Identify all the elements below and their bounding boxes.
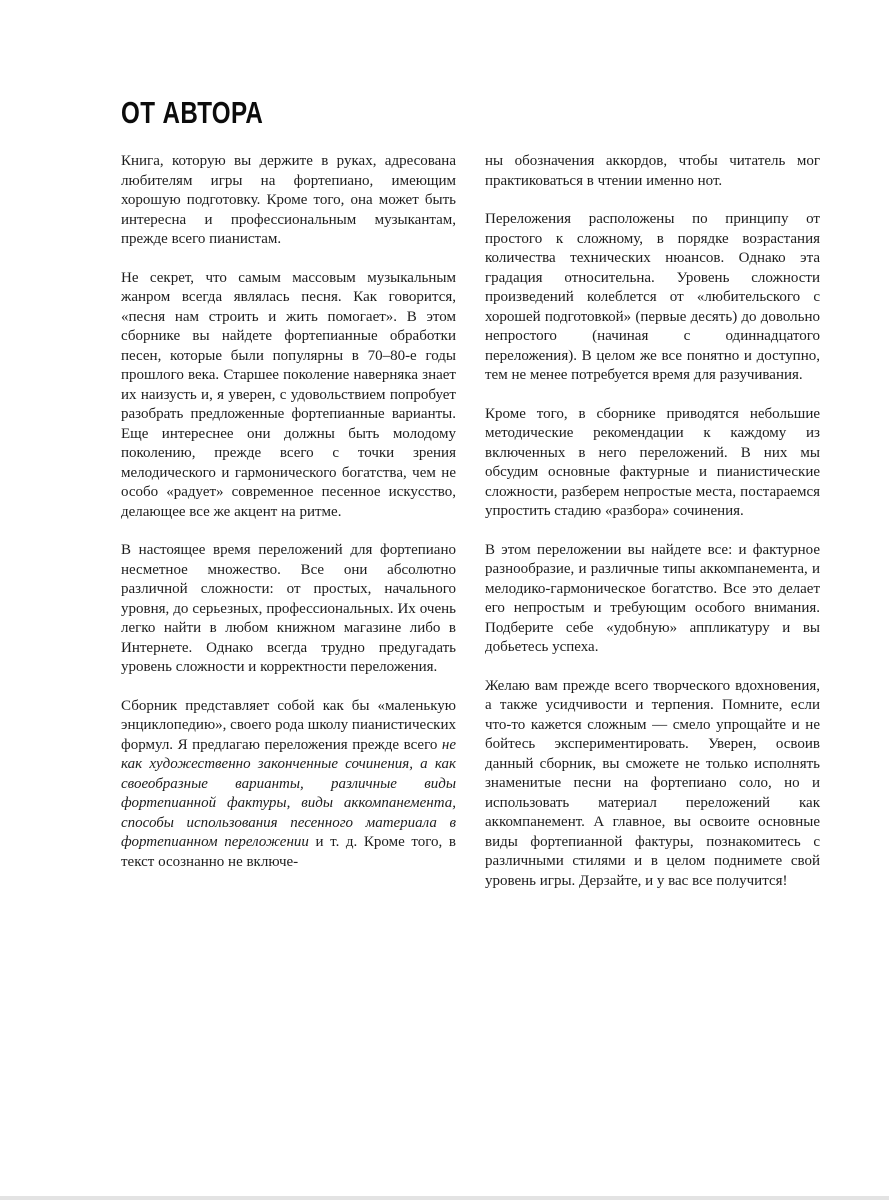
text-run: ны обозначения аккордов, чтобы читатель мог практиковаться в чтении именно нот. xyxy=(485,153,820,189)
text-run: Не секрет, что самым массовым музыкальным жанром всегда являлась песня. Как говорится, «песня нам строить и жить помогает». В этом сборнике вы найдете фортепианные обработки песен, которые были популярны в 70–80-е годы прошлого века. Старшее поколение наверняка знает их наизусть и, я уверен, с удовольствием попробует разобрать предложенные фортепианные варианты. Еще интереснее они должны быть молодому поколению, прежде всего с точки зрения мелодического и гармонического богатства, чем не особо «радует» современное песенное искусство, делающее все же акцент на ритме. xyxy=(121,269,456,520)
text-run: Переложения расположены по принципу от простого к сложному, в порядке возрастания количества технических нюансов. Однако эта градация относительна. Уровень сложности произведений колеблется от «любительского с хорошей подготовкой» (первые десять) до довольно непростого (начиная с одиннадцатого переложения). В целом же все понятно и доступно, тем не менее потребуется время для разучивания. xyxy=(485,211,820,383)
page-title: ОТ АВТОРА xyxy=(121,95,264,130)
text-run: В настоящее время переложений для фортепиано несметное множество. Все они абсолютно различной сложности: от простых, начального уровня, до серьезных, профессиональных. Их очень легко найти в любом книжном магазине либо в Интернете. Однако всегда трудно предугадать уровень сложности и корректности переложения. xyxy=(121,542,456,675)
italic-text-run: не как художественно законченные сочинения, а как своеобразные варианты, различные виды фортепианной фактуры, виды аккомпанемента, способы использования песенного материала в фортепианном переложении xyxy=(121,736,456,850)
paragraph xyxy=(485,541,820,658)
paragraph xyxy=(485,677,820,892)
text-run: Желаю вам прежде всего творческого вдохновения, а также усидчивости и терпения. Помните, если что-то кажется сложным — смело упрощайте и не бойтесь экспериментировать. Уверен, освоив данный сборник, вы сможете не только исполнять знаменитые песни на фортепиано соло, но и использовать материал переложений как аккомпанемент. А главное, вы освоите основные виды фортепианной фактуры, познакомитесь с различными стилями и в целом поднимете свой уровень игры. Дерзайте, и у вас все получится! xyxy=(485,677,820,889)
paragraph xyxy=(485,152,820,191)
paragraph xyxy=(121,152,456,250)
text-run: Книга, которую вы держите в руках, адресована любителям игры на фортепиано, имеющим хорошую подготовку. Кроме того, она может быть интересна и профессиональным музыкантам, прежде всего пианистам. xyxy=(121,153,456,247)
text-run: Сборник представляет собой как бы «маленькую энциклопедию», своего рода школу пианистических формул. Я предлагаю переложения прежде всего xyxy=(121,697,456,753)
text-run: В этом переложении вы найдете все: и фактурное разнообразие, и различные типы аккомпанемента, и мелодико-гармоническое богатство. Все это делает его непростым и требующим особого внимания. Подберите себе «удобную» аппликатуру и вы добьетесь успеха. xyxy=(485,541,820,655)
paragraph xyxy=(485,210,820,386)
text-column-right xyxy=(485,152,820,891)
paragraph xyxy=(121,541,456,678)
paragraph xyxy=(121,697,456,873)
page-bottom-edge xyxy=(0,1196,889,1200)
paragraph xyxy=(121,269,456,523)
text-column-left xyxy=(121,152,456,891)
text-run: и т. д. Кроме того, в текст осознанно не включе- xyxy=(121,834,456,870)
text-columns xyxy=(121,152,820,891)
paragraph xyxy=(485,405,820,522)
text-run: Кроме того, в сборнике приводятся небольшие методические рекомендации к каждому из включенных в него переложений. В них мы обсудим основные фактурные и пианистические сложности, разберем непростые места, постараемся упростить стадию «разбора» сочинения. xyxy=(485,405,820,519)
